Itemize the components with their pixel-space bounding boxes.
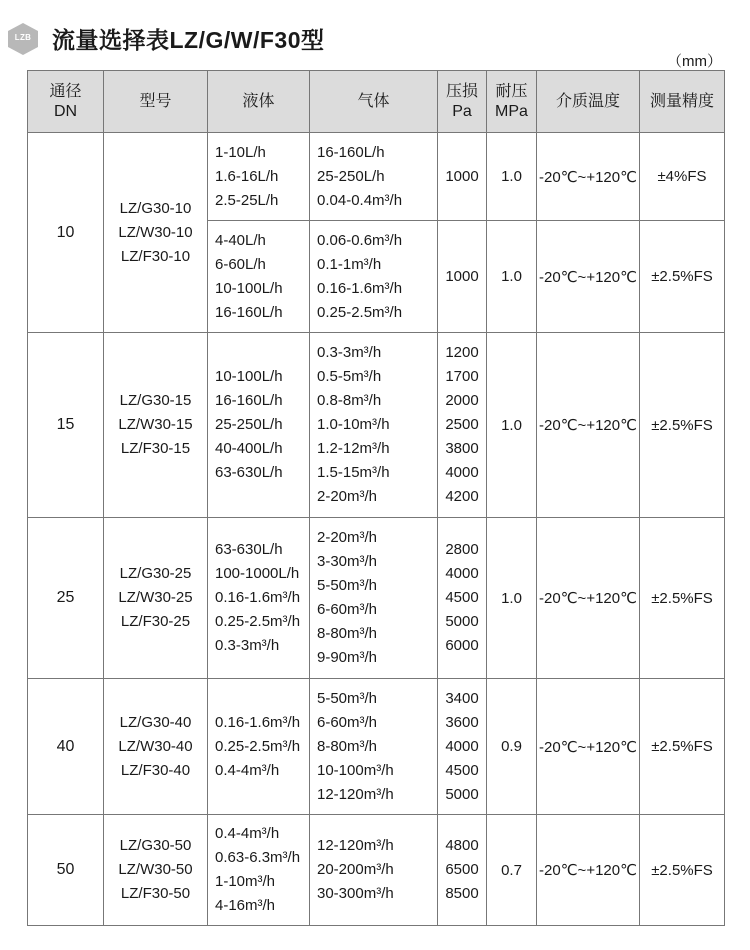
liquid-range: 63-630L/h — [215, 541, 283, 558]
liquid-range: 0.25-2.5m³/h — [215, 737, 301, 755]
pressure-loss-value: 4500 — [445, 589, 479, 606]
brand-badge — [6, 22, 40, 56]
liquid-range-cell — [208, 221, 310, 333]
header-liquid: 液体 — [208, 71, 310, 133]
model-name: LZ/G30-40 — [119, 713, 192, 731]
model-name: LZ/G30-25 — [119, 565, 192, 582]
liquid-range: 0.16-1.6m³/h — [215, 589, 301, 606]
pressure-rating-cell: 1.0 — [487, 518, 537, 679]
table-row — [28, 679, 725, 815]
unit-label: （mm） — [667, 53, 722, 70]
pressure-loss-value: 4000 — [445, 565, 479, 582]
model-cell — [104, 518, 208, 679]
temperature-cell: -20℃~+120℃ — [537, 679, 640, 815]
gas-range: 2-20m³/h — [317, 488, 378, 505]
model-name: LZ/G30-50 — [119, 837, 192, 854]
dn-cell: 50 — [28, 815, 104, 926]
dn-cell: 40 — [28, 679, 104, 815]
pressure-loss-value: 4800 — [445, 837, 479, 854]
pressure-loss-value: 2000 — [445, 392, 479, 409]
gas-range: 5-50m³/h — [317, 689, 378, 707]
pressure-loss-value: 5000 — [445, 613, 479, 630]
gas-range: 0.5-5m³/h — [317, 368, 382, 385]
dn-cell: 25 — [28, 518, 104, 679]
gas-range-cell — [310, 221, 438, 333]
pressure-rating-cell: 0.9 — [487, 679, 537, 815]
pressure-rating-cell: 1.0 — [487, 133, 537, 221]
gas-range: 30-300m³/h — [317, 885, 394, 902]
header-pressure-rating-line1: 耐压 — [495, 83, 528, 101]
gas-range: 1.0-10m³/h — [317, 416, 390, 433]
model-name: LZ/W30-40 — [118, 737, 193, 755]
gas-range: 3-30m³/h — [317, 553, 378, 570]
accuracy-cell: ±2.5%FS — [640, 333, 725, 518]
liquid-range-cell — [208, 133, 310, 221]
header-dn-line2: DN — [53, 102, 78, 120]
pressure-loss-cell — [438, 518, 487, 679]
pressure-loss-value: 3800 — [445, 440, 479, 457]
gas-range: 5-50m³/h — [317, 577, 378, 594]
model-name: LZ/G30-15 — [119, 392, 192, 409]
pressure-rating-cell: 0.7 — [487, 815, 537, 926]
model-name: LZ/W30-25 — [118, 589, 193, 606]
model-name: LZ/F30-40 — [120, 761, 191, 779]
liquid-range: 0.3-3m³/h — [215, 637, 280, 654]
gas-range: 25-250L/h — [317, 167, 385, 185]
liquid-range-cell — [208, 518, 310, 679]
header-dn-line1: 通径 — [49, 83, 82, 101]
header-pressure-loss-line2: Pa — [452, 102, 472, 120]
table-row — [28, 333, 725, 518]
temperature-cell: -20℃~+120℃ — [537, 333, 640, 518]
pressure-loss-value: 2500 — [445, 416, 479, 433]
pressure-loss-value: 4000 — [445, 737, 479, 755]
gas-range: 0.04-0.4m³/h — [317, 191, 403, 209]
header-temperature: 介质温度 — [537, 71, 640, 133]
accuracy-cell: ±4%FS — [640, 133, 725, 221]
liquid-range: 16-160L/h — [215, 392, 283, 409]
model-name: LZ/F30-10 — [120, 247, 191, 265]
liquid-range: 2.5-25L/h — [215, 191, 279, 209]
gas-range: 0.06-0.6m³/h — [317, 231, 403, 249]
liquid-range: 6-60L/h — [215, 255, 266, 273]
pressure-loss-value: 5000 — [445, 785, 479, 803]
pressure-loss-cell — [438, 333, 487, 518]
pressure-loss-value: 3600 — [445, 713, 479, 731]
pressure-loss-value: 6500 — [445, 861, 479, 878]
pressure-loss-cell — [438, 679, 487, 815]
header-pressure-loss — [438, 71, 487, 133]
pressure-loss-value: 8500 — [445, 885, 479, 902]
header-accuracy: 测量精度 — [640, 71, 725, 133]
liquid-range: 0.63-6.3m³/h — [215, 849, 301, 866]
table-row — [28, 518, 725, 679]
model-name: LZ/F30-50 — [120, 885, 191, 902]
model-cell — [104, 679, 208, 815]
liquid-range-cell — [208, 333, 310, 518]
header-pressure-rating-line2: MPa — [495, 102, 528, 120]
gas-range: 8-80m³/h — [317, 737, 378, 755]
accuracy-cell: ±2.5%FS — [640, 815, 725, 926]
gas-range: 10-100m³/h — [317, 761, 394, 779]
header-row — [28, 71, 725, 133]
liquid-range: 100-1000L/h — [215, 565, 300, 582]
liquid-range: 63-630L/h — [215, 464, 283, 481]
pressure-loss-value: 1000 — [445, 267, 479, 285]
pressure-loss-cell — [438, 815, 487, 926]
gas-range: 12-120m³/h — [317, 785, 394, 803]
flow-selection-table — [27, 70, 725, 926]
model-cell — [104, 815, 208, 926]
model-name: LZ/W30-10 — [118, 223, 193, 241]
gas-range: 2-20m³/h — [317, 529, 378, 546]
pressure-loss-value: 4500 — [445, 761, 479, 779]
table-row — [28, 815, 725, 926]
pressure-loss-cell — [438, 221, 487, 333]
liquid-range: 0.4-4m³/h — [215, 761, 280, 779]
gas-range: 0.16-1.6m³/h — [317, 279, 403, 297]
gas-range: 12-120m³/h — [317, 837, 394, 854]
liquid-range: 0.4-4m³/h — [215, 825, 280, 842]
pressure-loss-value: 4200 — [445, 488, 479, 505]
dn-cell: 15 — [28, 333, 104, 518]
pressure-loss-value: 1200 — [445, 344, 479, 361]
gas-range: 0.25-2.5m³/h — [317, 303, 403, 321]
header-gas: 气体 — [310, 71, 438, 133]
model-name: LZ/F30-15 — [120, 440, 191, 457]
liquid-range: 40-400L/h — [215, 440, 283, 457]
gas-range-cell — [310, 333, 438, 518]
temperature-cell: -20℃~+120℃ — [537, 518, 640, 679]
gas-range-cell — [310, 815, 438, 926]
temperature-cell: -20℃~+120℃ — [537, 221, 640, 333]
liquid-range: 10-100L/h — [215, 368, 283, 385]
liquid-range-cell — [208, 679, 310, 815]
gas-range: 20-200m³/h — [317, 861, 394, 878]
header-dn — [28, 71, 104, 133]
pressure-loss-value: 1000 — [445, 167, 479, 185]
page-title: 流量选择表LZ/G/W/F30型 — [52, 27, 325, 53]
gas-range: 9-90m³/h — [317, 649, 378, 666]
accuracy-cell: ±2.5%FS — [640, 518, 725, 679]
pressure-loss-value: 3400 — [445, 689, 479, 707]
pressure-rating-cell: 1.0 — [487, 333, 537, 518]
accuracy-cell: ±2.5%FS — [640, 679, 725, 815]
pressure-loss-value: 1700 — [445, 368, 479, 385]
liquid-range: 10-100L/h — [215, 279, 283, 297]
liquid-range: 4-40L/h — [215, 231, 266, 249]
temperature-cell: -20℃~+120℃ — [537, 133, 640, 221]
pressure-loss-value: 2800 — [445, 541, 479, 558]
table-row — [28, 133, 725, 221]
gas-range: 0.1-1m³/h — [317, 255, 382, 273]
pressure-rating-cell: 1.0 — [487, 221, 537, 333]
header-model: 型号 — [104, 71, 208, 133]
liquid-range: 0.16-1.6m³/h — [215, 713, 301, 731]
liquid-range-cell — [208, 815, 310, 926]
gas-range: 16-160L/h — [317, 143, 385, 161]
model-name: LZ/F30-25 — [120, 613, 191, 630]
model-name: LZ/G30-10 — [119, 199, 192, 217]
gas-range: 8-80m³/h — [317, 625, 378, 642]
gas-range: 6-60m³/h — [317, 601, 378, 618]
accuracy-cell: ±2.5%FS — [640, 221, 725, 333]
header-pressure-loss-line1: 压损 — [445, 83, 478, 101]
gas-range-cell — [310, 133, 438, 221]
header-pressure-rating — [487, 71, 537, 133]
gas-range: 1.2-12m³/h — [317, 440, 390, 457]
gas-range-cell — [310, 679, 438, 815]
temperature-cell: -20℃~+120℃ — [537, 815, 640, 926]
liquid-range: 4-16m³/h — [215, 897, 276, 914]
pressure-loss-value: 4000 — [445, 464, 479, 481]
pressure-loss-value: 6000 — [445, 637, 479, 654]
dn-cell: 10 — [28, 133, 104, 333]
liquid-range: 1-10m³/h — [215, 873, 276, 890]
model-cell — [104, 333, 208, 518]
model-name: LZ/W30-50 — [118, 861, 193, 878]
gas-range: 6-60m³/h — [317, 713, 378, 731]
model-cell — [104, 133, 208, 333]
liquid-range: 16-160L/h — [215, 303, 283, 321]
model-name: LZ/W30-15 — [118, 416, 193, 433]
liquid-range: 25-250L/h — [215, 416, 283, 433]
pressure-loss-cell — [438, 133, 487, 221]
gas-range: 1.5-15m³/h — [317, 464, 390, 481]
gas-range: 0.3-3m³/h — [317, 344, 382, 361]
gas-range-cell — [310, 518, 438, 679]
gas-range: 0.8-8m³/h — [317, 392, 382, 409]
badge-label: LZB — [14, 33, 32, 42]
liquid-range: 0.25-2.5m³/h — [215, 613, 301, 630]
liquid-range: 1-10L/h — [215, 143, 266, 161]
liquid-range: 1.6-16L/h — [215, 167, 279, 185]
